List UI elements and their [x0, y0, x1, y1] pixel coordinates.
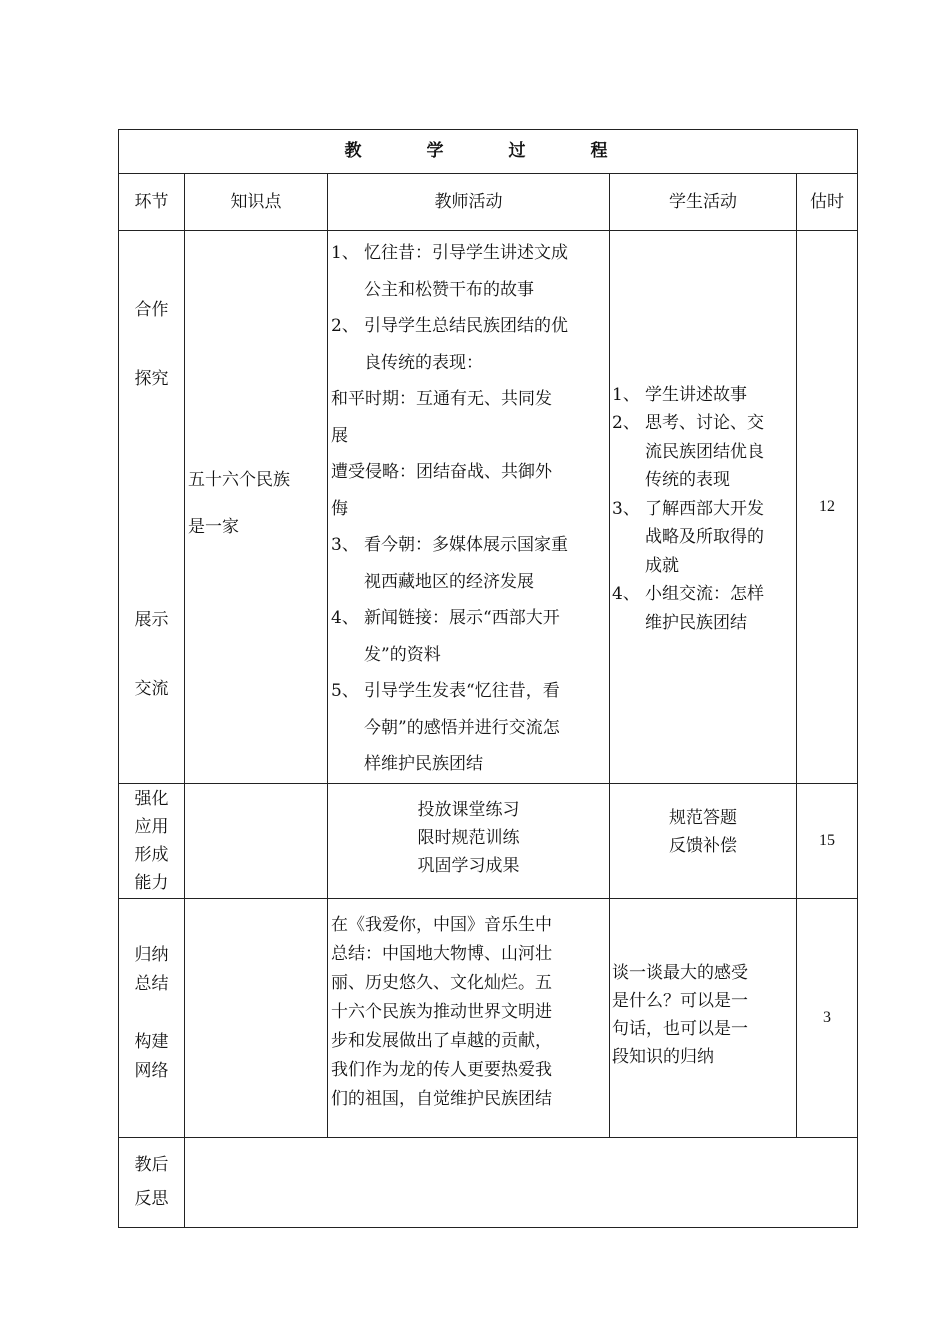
teacher-activity-cell: [328, 231, 610, 784]
list-item: 1、 学生讲述故事: [612, 384, 747, 405]
stage-text: 合作: [134, 299, 169, 320]
table-title: 教 学 过 程: [119, 130, 858, 174]
stage-cell-reflection: 教后 反思: [119, 1137, 185, 1227]
knowledge-cell-empty: [185, 898, 328, 1137]
teacher-activity-text: 展: [331, 425, 348, 446]
knowledge-text: 是一家: [188, 516, 239, 537]
table-row: [119, 783, 858, 898]
teacher-activity-text: 遭受侵略：团结奋战、共御外: [331, 462, 552, 482]
teacher-activity-text: 侮: [331, 498, 348, 519]
header-time-estimate: 估时: [797, 174, 858, 231]
header-stage: 环节: [119, 174, 185, 231]
list-item: 2、 思考、讨论、交 流民族团结优良 传统的表现: [612, 413, 764, 490]
student-activity-cell: [610, 231, 797, 784]
stage-cell-practice: 强化 应用 形成 能力: [119, 783, 185, 898]
table-title-row: [119, 130, 858, 174]
student-activity-cell: 谈一谈最大的感受 是什么？可以是一 句话，也可以是一 段知识的归纳: [610, 898, 797, 1137]
knowledge-cell: [185, 231, 328, 784]
table-row: [119, 1137, 858, 1227]
list-item: 3、 了解西部大开发 战略及所取得的 成就: [612, 498, 764, 576]
time-cell: 15: [797, 783, 858, 898]
table-row: [119, 898, 858, 1137]
list-item: 4、 新闻链接：展示“西部大开 发”的资料: [331, 608, 560, 665]
teacher-activity-text: 和平时期：互通有无、共同发: [331, 389, 552, 409]
knowledge-text: 五十六个民族: [188, 469, 290, 490]
teacher-activity-cell: 在《我爱你，中国》音乐生中 总结：中国地大物博、山河壮 丽、历史悠久、文化灿烂。五 十六个民族为推动世界文明进 步和发展做出了卓越的贡献， 我们作为龙的传人更要热爱我 们的祖国，自觉维护民族团结: [328, 898, 610, 1137]
stage-text: 交流: [134, 678, 169, 699]
stage-cell-cooperate: [119, 231, 185, 784]
list-item: 2、 引导学生总结民族团结的优 良传统的表现：: [331, 316, 568, 373]
teacher-activity-list: [331, 235, 609, 381]
stage-text: 探究: [134, 368, 169, 389]
list-item: 5、 引导学生发表“忆往昔，看 今朝”的感悟并进行交流怎 样维护民族团结: [331, 681, 560, 774]
reflection-content-empty: [185, 1137, 858, 1227]
time-cell: 3: [797, 898, 858, 1137]
stage-cell-summary: 归纳 总结 构建 网络: [119, 898, 185, 1137]
student-activity-cell: 规范答题 反馈补偿: [610, 783, 797, 898]
table-header-row: [119, 174, 858, 231]
knowledge-cell-empty: [185, 783, 328, 898]
header-teacher-activity: 教师活动: [328, 174, 610, 231]
header-knowledge: 知识点: [185, 174, 328, 231]
list-item: 3、 看今朝：多媒体展示国家重 视西藏地区的经济发展: [331, 535, 568, 592]
student-activity-list: [612, 381, 796, 638]
table-row: [119, 231, 858, 784]
list-item: 4、 小组交流：怎样 维护民族团结: [612, 584, 764, 633]
stage-text: 展示: [134, 609, 169, 630]
teaching-process-table: [118, 129, 858, 1228]
time-cell: 12: [797, 231, 858, 784]
header-student-activity: 学生活动: [610, 174, 797, 231]
list-item: 1、 忆往昔：引导学生讲述文成 公主和松赞干布的故事: [331, 243, 568, 300]
teacher-activity-cell: 投放课堂练习 限时规范训练 巩固学习成果: [328, 783, 610, 898]
teacher-activity-list: [331, 527, 609, 783]
